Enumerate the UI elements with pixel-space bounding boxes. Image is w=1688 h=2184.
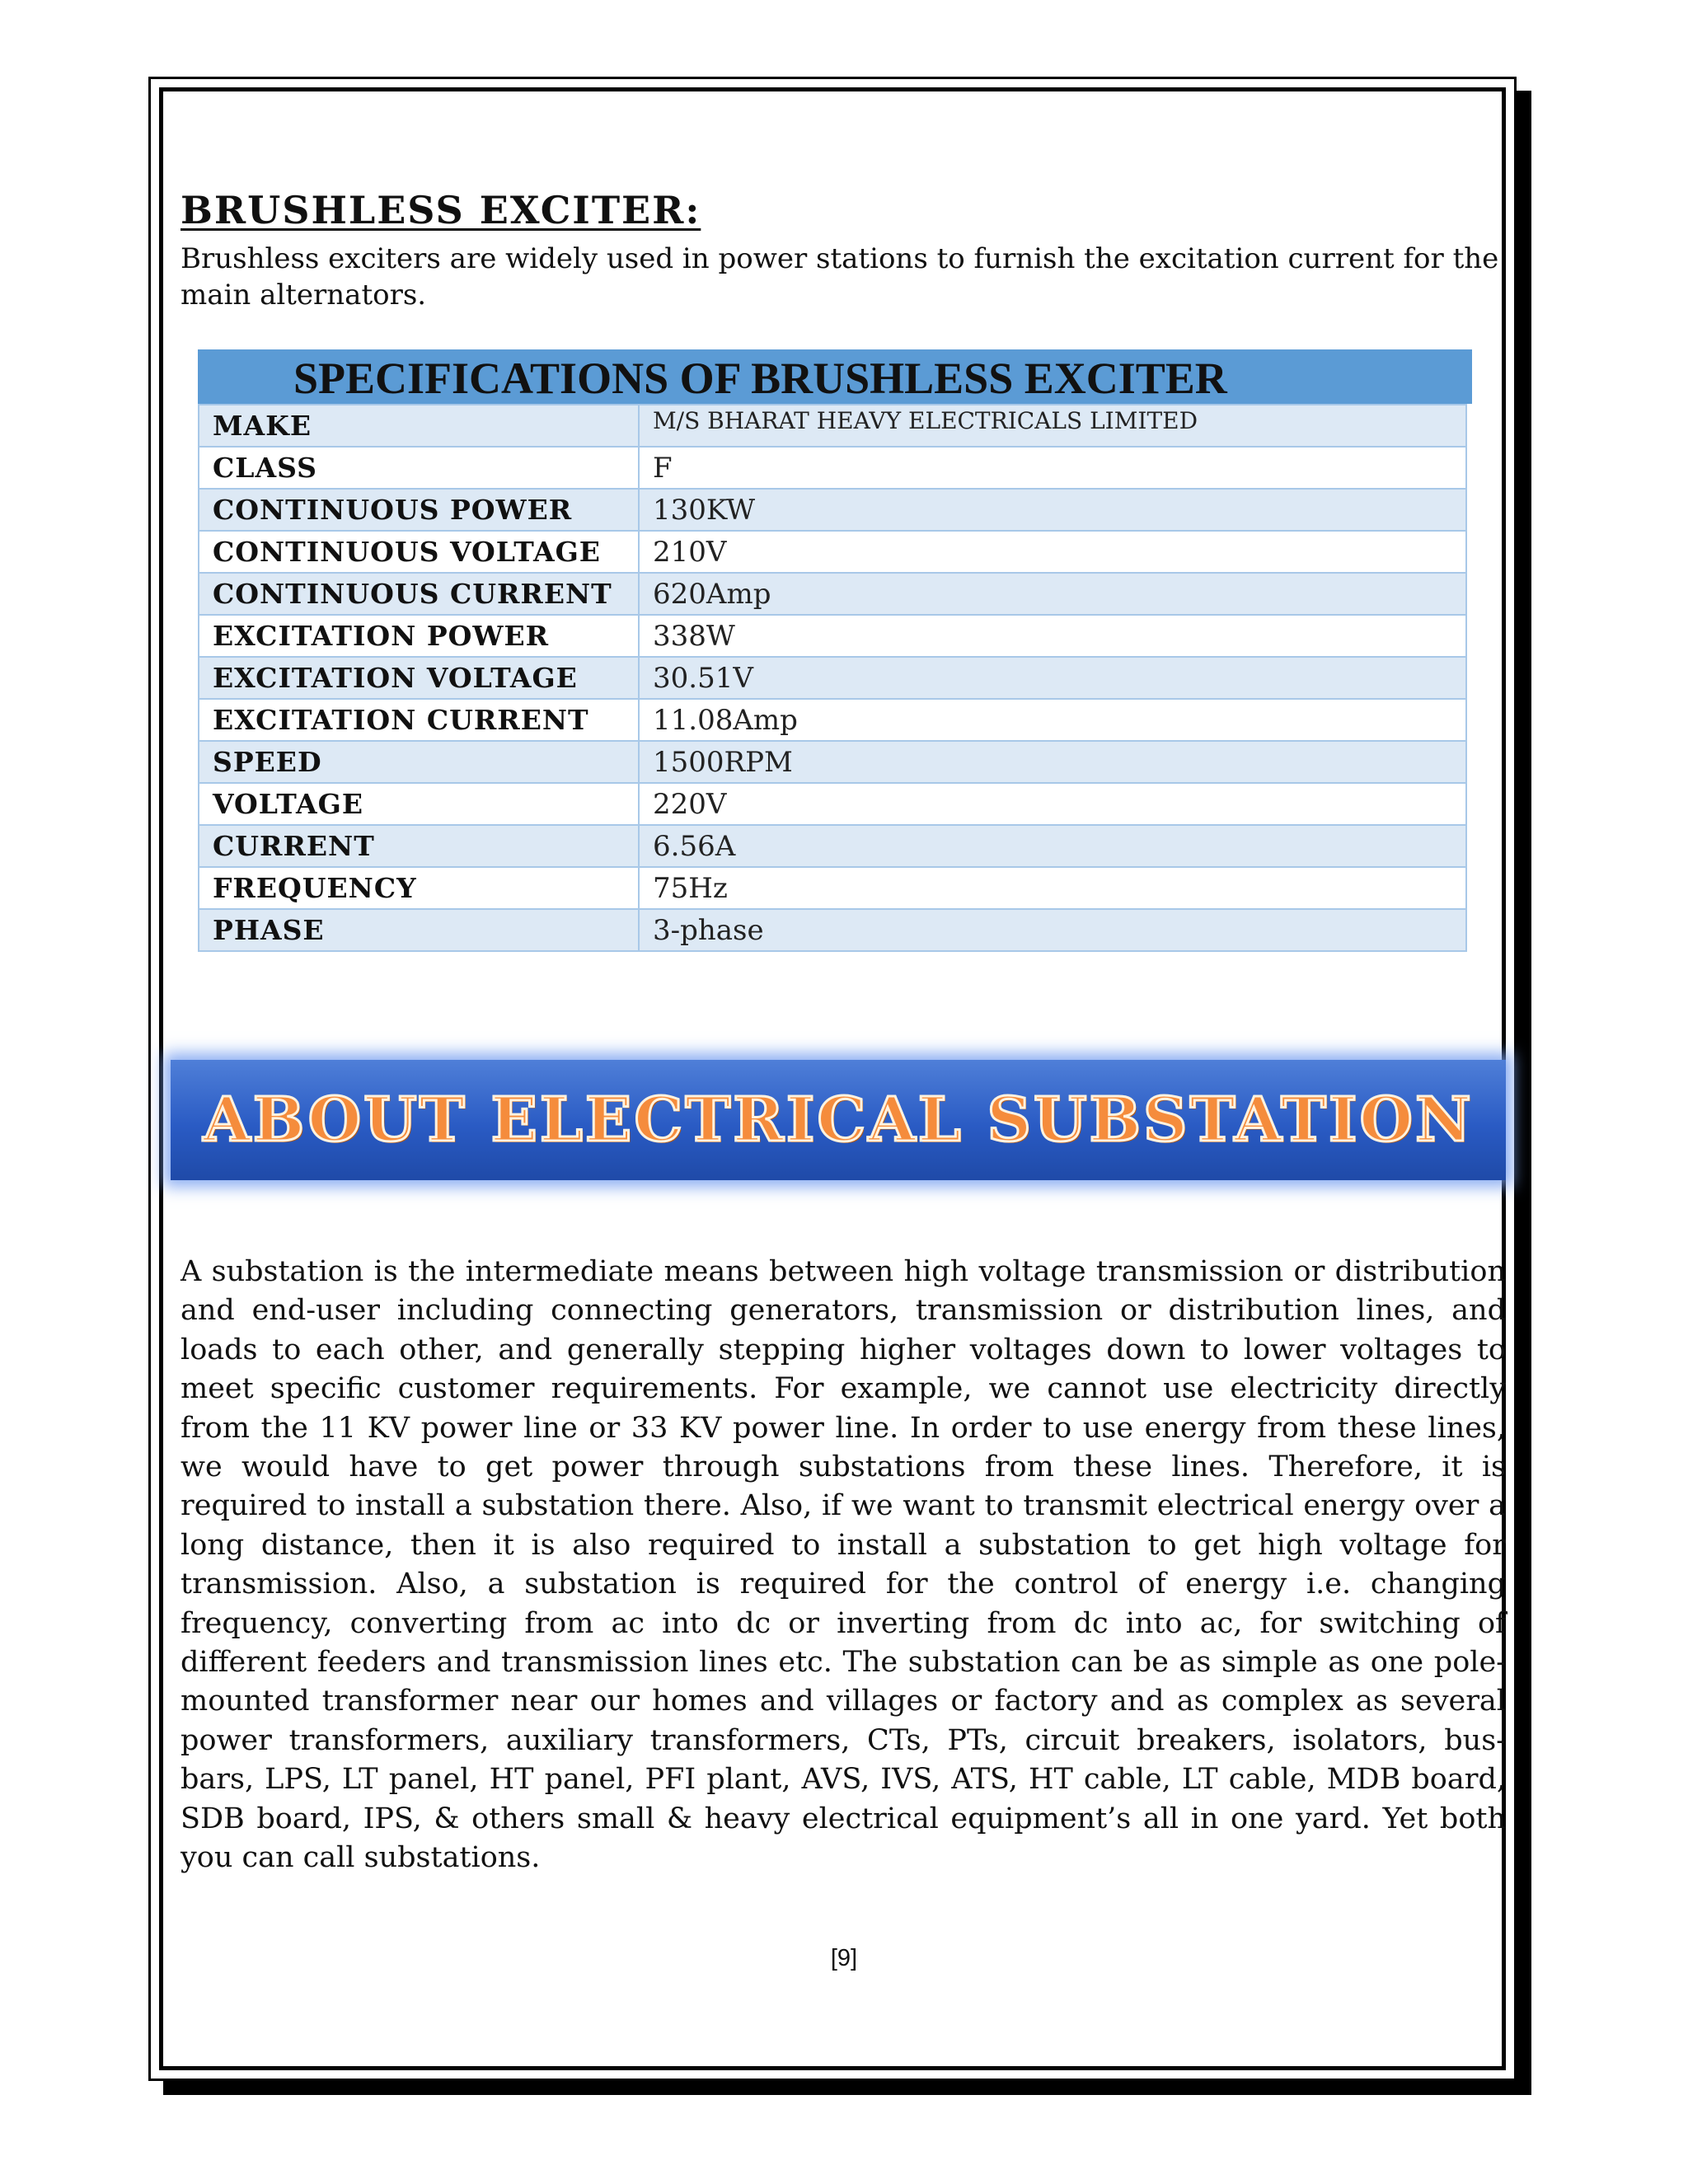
page-number: [9]	[830, 1945, 858, 1971]
spec-key: MAKE	[199, 405, 639, 447]
spec-value: M/S BHARAT HEAVY ELECTRICALS LIMITED	[639, 405, 1466, 447]
spec-table-title: SPECIFICATIONS OF BRUSHLESS EXCITER	[198, 349, 1472, 404]
table-row	[199, 573, 1466, 615]
spec-key: CLASS	[199, 447, 639, 489]
spec-key: CONTINUOUS CURRENT	[199, 573, 639, 615]
spec-value: 3-phase	[639, 909, 1466, 951]
spec-value: 30.51V	[639, 657, 1466, 699]
spec-key: PHASE	[199, 909, 639, 951]
table-row	[199, 741, 1466, 783]
spec-value: 1500RPM	[639, 741, 1466, 783]
spec-key: CONTINUOUS VOLTAGE	[199, 531, 639, 573]
table-row	[199, 783, 1466, 825]
spec-value: 338W	[639, 615, 1466, 657]
spec-key: EXCITATION VOLTAGE	[199, 657, 639, 699]
spec-value: 220V	[639, 783, 1466, 825]
banner-title: ABOUT ELECTRICAL SUBSTATION	[203, 1085, 1474, 1155]
section-banner	[171, 1060, 1506, 1180]
spec-value: 210V	[639, 531, 1466, 573]
table-row	[199, 867, 1466, 909]
table-row	[199, 909, 1466, 951]
spec-key: EXCITATION POWER	[199, 615, 639, 657]
intro-paragraph: Brushless exciters are widely used in power stations to furnish the excitation current for the main alternators.	[181, 242, 1499, 312]
spec-key: VOLTAGE	[199, 783, 639, 825]
table-row	[199, 615, 1466, 657]
spec-value: 6.56A	[639, 825, 1466, 867]
table-row	[199, 405, 1466, 447]
spec-table	[198, 404, 1467, 952]
spec-value: 130KW	[639, 489, 1466, 531]
table-row	[199, 447, 1466, 489]
spec-value: 620Amp	[639, 573, 1466, 615]
spec-value: 75Hz	[639, 867, 1466, 909]
table-row	[199, 657, 1466, 699]
spec-value: F	[639, 447, 1466, 489]
spec-value: 11.08Amp	[639, 699, 1466, 741]
table-row	[199, 531, 1466, 573]
spec-key: SPEED	[199, 741, 639, 783]
section-heading: BRUSHLESS EXCITER:	[181, 188, 701, 232]
spec-key: CURRENT	[199, 825, 639, 867]
table-row	[199, 699, 1466, 741]
table-row	[199, 825, 1466, 867]
spec-key: CONTINUOUS POWER	[199, 489, 639, 531]
spec-key: EXCITATION CURRENT	[199, 699, 639, 741]
spec-key: FREQUENCY	[199, 867, 639, 909]
body-paragraph: A substation is the intermediate means between high voltage transmission or distribution and end-user including connecting generators, transmission or distribution lines, and loads to each other, and generally stepping higher voltages down to lower voltages to meet specific customer requirements. For example, we cannot use electricity directly from the 11 KV power line or 33 KV power line. In order to use energy from these lines, we would have to get power through substations from these lines. Therefore, it is required to install a substation there. Also, if we want to transmit electrical energy over a long distance, then it is also required to install a substation to get high voltage for transmission. Also, a substation is required for the control of energy i.e. changing frequency, converting from ac into dc or inverting from dc into ac, for switching of different feeders and transmission lines etc. The substation can be as simple as one pole-mounted transformer near our homes and villages or factory and as complex as several power transformers, auxiliary transformers, CTs, PTs, circuit breakers, isolators, bus-bars, LPS, LT panel, HT panel, PFI plant, AVS, IVS, ATS, HT cable, LT cable, MDB board, SDB board, IPS, & others small & heavy electrical equipment’s all in one yard. Yet both you can call substations.	[181, 1255, 1506, 1875]
table-row	[199, 489, 1466, 531]
